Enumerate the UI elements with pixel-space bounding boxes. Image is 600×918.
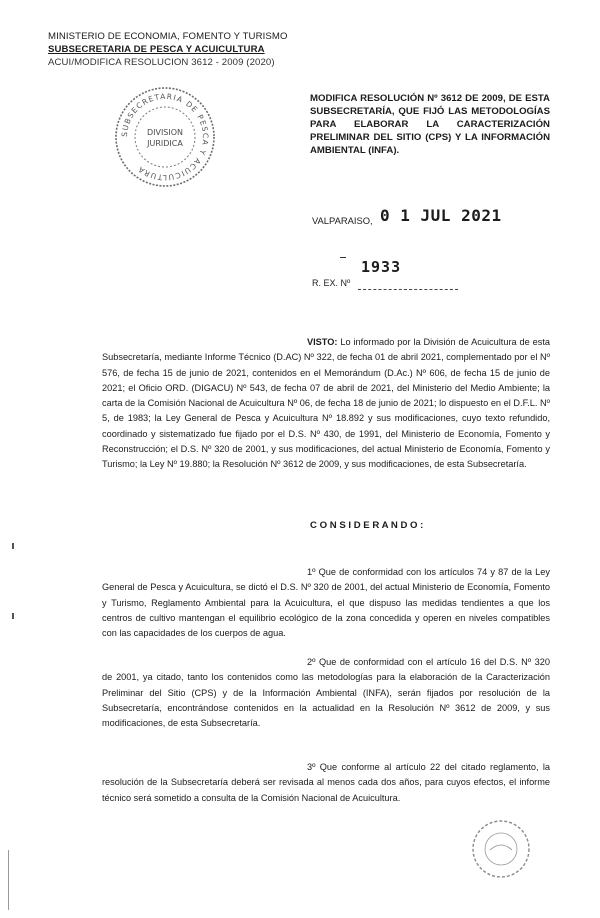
considerando-item-2-text: 2º Que de conformidad con el artículo 16 del D.S. Nº 320 de 2001, ya citado, tanto los contenidos como las metodologías para la elaboración de la Caracterización Preliminar del Sitio (CPS) y de la Información Ambiental (INFA), serán fijados por resolución de la Subsecretaría, encontrándose contenidos en la actualidad en la Resolución Nº 3612 de 2009, y sus modificaciones, de esta Subsecretaría. [102,657,550,729]
resolution-underline [358,289,458,290]
considerando-heading: C O N S I D E R A N D O : [310,520,424,531]
seal-center-line2: JURIDICA [147,139,183,148]
considerando-item-2 [102,655,550,731]
considerando-item-3 [102,760,550,806]
subsecretaria-line: SUBSECRETARIA DE PESCA Y ACUICULTURA [48,44,265,55]
resolution-title: MODIFICA RESOLUCIÓN Nº 3612 DE 2009, DE ESTA SUBSECRETARÍA, QUE FIJÓ LAS METODOLOGÍAS PARA ELABORAR LA CARACTERIZACIÓN PRELIMINAR DEL SITIO (CPS) Y LA INFORMACIÓN AMBIENTAL (INFA). [310,93,550,156]
margin-mark [12,613,14,619]
page-edge-line [8,850,9,910]
svg-text:SUBSECRETARIA DE PESCA Y ACUIC [120,92,210,182]
seal-center-line1: DIVISION [146,128,184,137]
visto-text: Lo informado por la División de Acuicultura de esta Subsecretaría, mediante Informe Técnico (D.AC) Nº 322, de fecha 01 de abril 2021, complementado por el Nº 576, de fecha 15 de junio de 2021, contenidos en el Memorándum (D.Ac.) Nº 606, de fecha 15 de junio de 2021; el Oficio ORD. (DIGACU) Nº 543, de fecha 07 de abril de 2021, del Ministerio del Medio Ambiente; la carta de la Comisión Nacional de Acuicultura Nº 06, de fecha 18 de junio de 2021; lo dispuesto en el D.F.L. Nº 5, de 1983; la Ley General de Pesca y Acuicultura Nº 18.892 y sus modificaciones, cuyo texto refundido, coordinado y sistematizado fue fijado por el D.S. Nº 430, de 1991, del Ministerio de Economía, Fomento y Reconstrucción; el D.S. Nº 320 de 2001, y sus modificaciones, del actual Ministerio de Economía, Fomento y Turismo; la Ley Nº 19.880; la Resolución Nº 3612 de 2009, y sus modificaciones, de esta Subsecretaría. [102,337,550,470]
considerando-item-3-text: 3º Que conforme al artículo 22 del citado reglamento, la resolución de la Subsecretaría deberá ser revisada al menos cada dos años, para cuyos efectos, el informe técnico será sometido a consulta de la Comisión Nacional de Acuicultura. [102,762,550,803]
visto-paragraph [102,335,550,473]
considerando-item-1-text: 1º Que de conformidad con los artículos 74 y 87 de la Ley General de Pesca y Acuicultura, se dictó el D.S. Nº 320 de 2001, del actual Ministerio de Economía, Fomento y Turismo, Reglamento Ambiental para la Acuicultura, el que dispuso las medidas tendientes a que los centros de cultivo mantengan el equilibrio ecológico de la zona concedida y operen en niveles compatibles con las capacidades de los cuerpos de agua. [102,567,550,639]
dash-mark [340,257,346,258]
resolution-number: 1933 [361,258,402,276]
margin-mark [12,543,14,549]
resolution-label: R. EX. Nº [312,278,351,288]
seal-ring-text: SUBSECRETARIA DE PESCA Y ACUICULTURA [119,91,211,183]
letterhead [48,30,288,69]
date-stamp: 0 1 JUL 2021 [380,206,502,225]
considerando-item-1 [102,565,550,641]
round-seal-icon [113,85,217,189]
place-label: VALPARAISO, [312,215,373,226]
ministry-line: MINISTERIO DE ECONOMIA, FOMENTO Y TURISMO [48,31,288,42]
reference-line: ACUI/MODIFICA RESOLUCION 3612 - 2009 (2020) [48,57,275,68]
circular-stamp-icon [470,818,532,880]
visto-label: VISTO: [307,337,338,347]
